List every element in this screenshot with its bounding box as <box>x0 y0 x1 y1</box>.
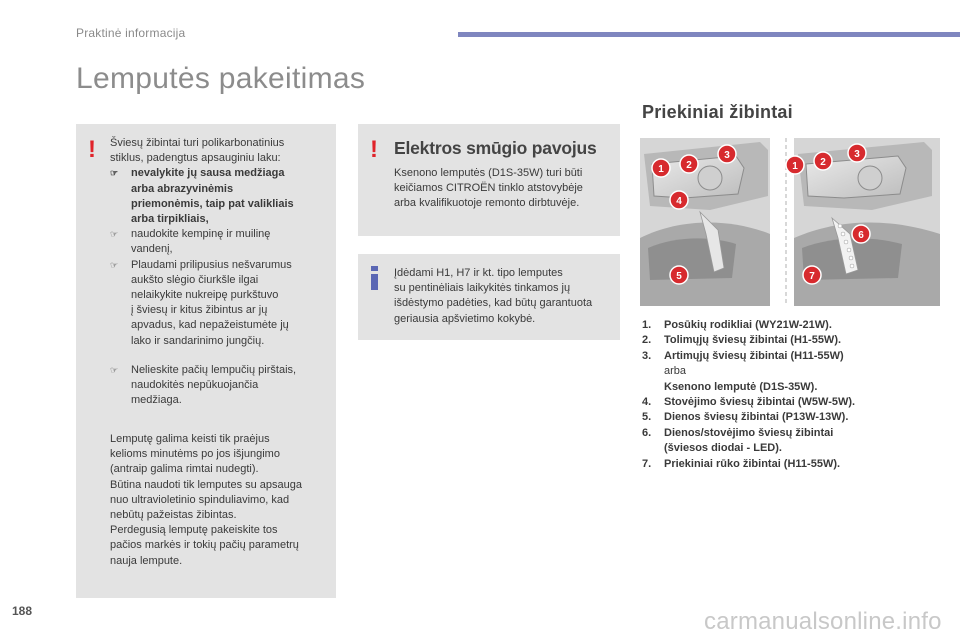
page-title: Lemputės pakeitimas <box>76 62 366 95</box>
bullet-line: priemonėmis, taip pat valikliais <box>131 197 294 210</box>
legend-number: 3. <box>642 349 652 362</box>
warning-line: Ksenono lemputės (D1S-35W) turi būti <box>394 167 583 179</box>
bullet-item <box>110 258 332 349</box>
tail-line: Perdegusią lemputę pakeiskite tos <box>110 524 278 537</box>
exclamation-icon: ! <box>370 136 378 163</box>
callout-label: 3 <box>724 150 730 161</box>
legend-suffix: . <box>852 396 856 409</box>
bullet-line: apvadus, kad nepažeistumėte jų <box>131 319 289 332</box>
legend-suffix: . <box>814 380 818 393</box>
bullet-line: naudokitės nepūkuojančia <box>131 379 259 392</box>
legend-text: Tolimųjų šviesų žibintai (H1-55W) <box>664 334 838 347</box>
tail-line: nuo ultravioletinio spinduliavimo, kad <box>110 493 290 506</box>
callout-1 <box>652 159 670 177</box>
bullet-icon: ☞ <box>110 229 119 240</box>
bullet-line: Plaudami prilipusius nešvarumus <box>131 258 292 271</box>
intro-line: stiklus, padengtus apsauginiu laku: <box>110 152 281 165</box>
callout-label: 6 <box>858 230 864 241</box>
warning-text <box>394 166 616 212</box>
bullet-icon: ☞ <box>110 364 119 375</box>
callout-label: 4 <box>676 196 682 207</box>
callout-4 <box>670 191 688 209</box>
legend-text: Stovėjimo šviesų žibintai (W5W-5W) <box>664 396 853 409</box>
warning-title: Elektros smūgio pavojus <box>394 138 597 158</box>
bulb-legend <box>642 318 942 472</box>
callout-3 <box>848 144 866 162</box>
warning-line: arba kvalifikuotoje remonto dirbtuvėje. <box>394 197 580 210</box>
callout-label: 2 <box>686 160 692 171</box>
legend-item <box>642 410 942 425</box>
legend-item <box>642 457 942 472</box>
bullet-line: nevalykite jų sausa medžiaga <box>131 167 285 180</box>
tail-line: pačios markės ir tokių pačių parametrų <box>110 539 299 552</box>
exclamation-icon: ! <box>88 136 96 163</box>
callout-5 <box>670 266 688 284</box>
info-line: geriausia apšvietimo kokybė. <box>394 312 536 325</box>
care-tail-text <box>110 432 332 569</box>
intro-line: Šviesų žibintai turi polikarbonatinius <box>110 137 285 149</box>
legend-number: 1. <box>642 319 652 331</box>
callout-label: 3 <box>854 149 860 160</box>
bullet-line: arba tirpikliais, <box>131 213 209 226</box>
tail-line: nebūtų pažeistas žibintas. <box>110 509 237 522</box>
callout-2 <box>814 152 832 170</box>
callout-6 <box>852 225 870 243</box>
watermark: carmanualsonline.info <box>704 608 942 635</box>
callout-1 <box>786 156 804 174</box>
bullet-item <box>110 166 332 227</box>
tail-line: Lemputę galima keisti tik praėjus <box>110 433 270 445</box>
legend-number: 7. <box>642 457 652 470</box>
callout-7 <box>803 266 821 284</box>
care-text <box>110 136 332 408</box>
info-line: išdėstymo padėties, kad būtų garantuota <box>394 297 593 310</box>
callout-label: 2 <box>820 157 826 168</box>
callout-label: 7 <box>809 271 815 282</box>
header-accent-bar <box>458 32 960 37</box>
bullet-line: vandenį, <box>131 243 173 256</box>
tail-line: kelioms minutėms po jos išjungimo <box>110 448 280 461</box>
section-label: Praktinė informacija <box>76 26 186 40</box>
legend-text: Priekiniai rūko žibintai (H11-55W). <box>664 457 841 470</box>
legend-item <box>642 333 942 348</box>
bullet-icon: ☞ <box>110 259 119 270</box>
bullet-line: aukšto slėgio čiurkšle ilgai <box>131 273 259 286</box>
legend-text: Artimųjų šviesų žibintai (H11-55W) <box>664 349 844 362</box>
info-line: su pentinėliais laikykitės tinkamos jų <box>394 282 571 295</box>
bullet-line: lako ir sandarinimo jungčių. <box>131 334 265 347</box>
section-title: Priekiniai žibintai <box>642 102 793 122</box>
legend-text: Dienos šviesų žibintai (P13W-13W). <box>664 411 849 424</box>
legend-text: Posūkių rodikliai (WY21W-21W) <box>664 319 829 331</box>
tail-line: (antraip galima rimtai nudegti). <box>110 463 259 476</box>
tail-line: nauja lempute. <box>110 554 183 567</box>
legend-text: (šviesos diodai - LED). <box>664 442 782 455</box>
bullet-line: naudokite kempinę ir muilinę <box>131 228 271 241</box>
headlamp-diagram <box>640 138 940 306</box>
legend-text: Dienos/stovėjimo šviesų žibintai <box>664 426 834 439</box>
bullet-icon: ☞ <box>110 168 119 179</box>
legend-suffix: . <box>828 319 832 331</box>
legend-number: 4. <box>642 396 652 409</box>
legend-item <box>642 318 942 333</box>
info-text <box>394 266 618 327</box>
legend-item <box>642 395 942 410</box>
legend-item <box>642 441 942 456</box>
legend-number: 6. <box>642 426 652 439</box>
legend-item <box>642 380 942 395</box>
bullet-line: nelaikykite nukreipę purkštuvo <box>131 289 279 302</box>
legend-suffix: . <box>837 334 842 347</box>
legend-number: 2. <box>642 334 652 347</box>
bullet-item <box>110 363 332 409</box>
callout-label: 5 <box>676 271 682 282</box>
legend-item <box>642 364 942 379</box>
warning-line: keičiamos CITROËN tinklo atstovybėje <box>394 182 583 195</box>
tail-line: Būtina naudoti tik lemputes su apsauga <box>110 478 303 491</box>
info-line: Įdėdami H1, H7 ir kt. tipo lemputes <box>394 267 563 279</box>
bullet-line: arba abrazyvinėmis <box>131 182 234 195</box>
legend-item <box>642 426 942 441</box>
bullet-line: į šviesų ir kitus žibintus ar jų <box>131 304 268 317</box>
callout-label: 1 <box>658 164 664 175</box>
legend-number: 5. <box>642 411 652 424</box>
legend-item <box>642 349 942 364</box>
bullet-item <box>110 227 332 257</box>
callout-label: 1 <box>792 161 798 172</box>
legend-text: Ksenono lemputė (D1S-35W) <box>664 380 815 393</box>
page-number: 188 <box>12 604 33 618</box>
callout-2 <box>680 155 698 173</box>
bullet-line: Nelieskite pačių lempučių pirštais, <box>131 363 297 376</box>
callout-3 <box>718 145 736 163</box>
bullet-line: medžiaga. <box>131 394 182 407</box>
legend-text: arba <box>664 365 687 378</box>
info-icon <box>371 266 378 290</box>
